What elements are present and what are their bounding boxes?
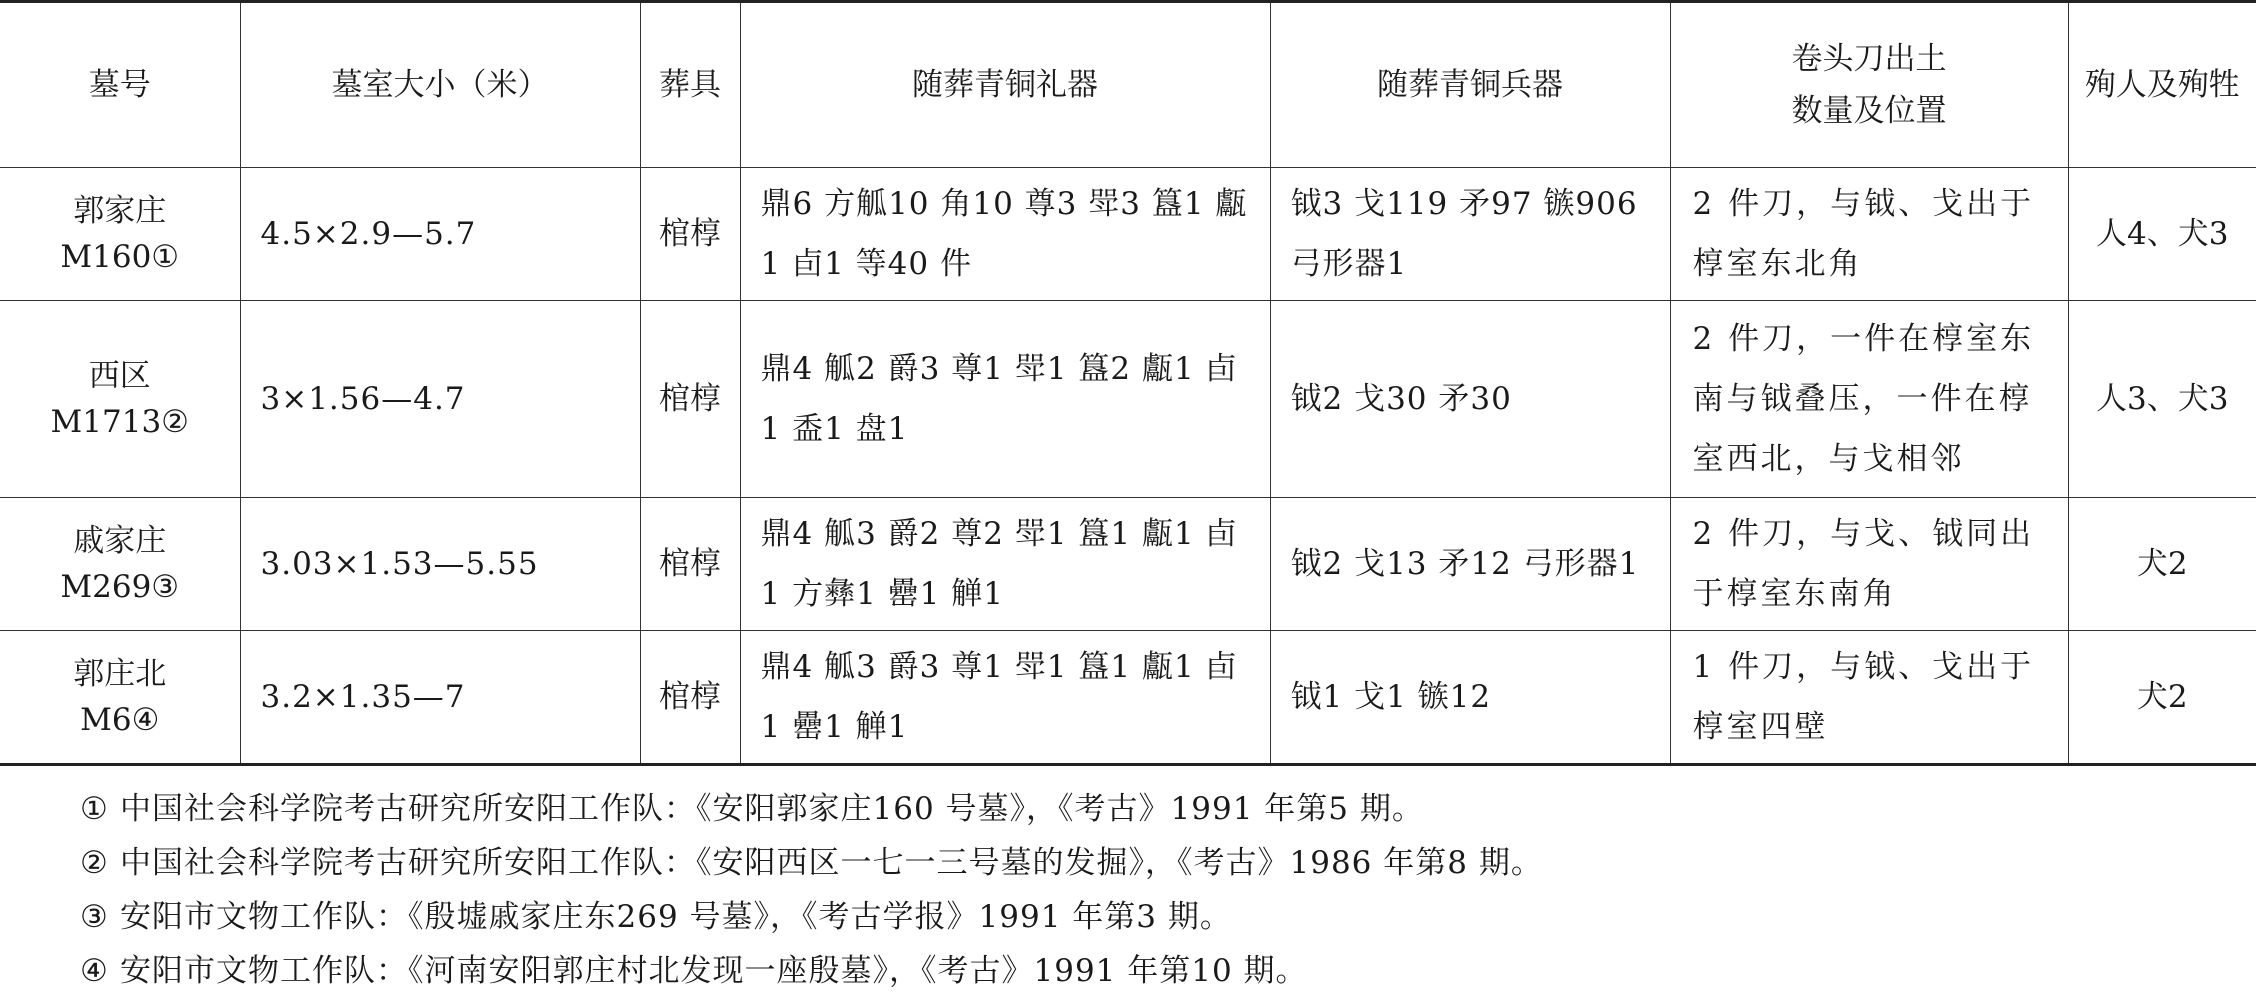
- header-tomb-number: 墓号: [0, 2, 240, 168]
- cell-knife: 2 件刀，与钺、戈出于 椁室东北角: [1670, 168, 2068, 301]
- cell-size: 3.03×1.53—5.55: [240, 498, 640, 631]
- cell-ritual: 鼎4 觚3 爵2 尊2 斝1 簋1 甗1 卣 1 方彝1 罍1 觯1: [740, 498, 1270, 631]
- cell-ritual: 鼎6 方觚10 角10 尊3 斝3 簋1 甗 1 卣1 等40 件: [740, 168, 1270, 301]
- cell-coffin: 棺椁: [640, 498, 740, 631]
- cell-weapons: 钺2 戈30 矛30: [1270, 301, 1670, 498]
- footnote-text: 中国社会科学院考古研究所安阳工作队：《安阳西区一七一三号墓的发掘》，《考古》1986 年第8 期。: [120, 845, 1543, 881]
- footnote-item: [0, 944, 2256, 998]
- cell-size: 4.5×2.9—5.7: [240, 168, 640, 301]
- cell-weapons: 钺1 戈1 镞12: [1270, 631, 1670, 765]
- header-sacrifices: 殉人及殉牲: [2068, 2, 2256, 168]
- header-bronze-weapons: 随葬青铜兵器: [1270, 2, 1670, 168]
- footnote-text: 安阳市文物工作队：《殷墟戚家庄东269 号墓》，《考古学报》1991 年第3 期。: [120, 899, 1232, 935]
- cell-sacrifice: 人3、犬3: [2068, 301, 2256, 498]
- cell-sacrifice: 人4、犬3: [2068, 168, 2256, 301]
- cell-size: 3×1.56—4.7: [240, 301, 640, 498]
- header-ritual-bronzes: 随葬青铜礼器: [740, 2, 1270, 168]
- cell-sacrifice: 犬2: [2068, 498, 2256, 631]
- cell-size: 3.2×1.35—7: [240, 631, 640, 765]
- cell-ritual: 鼎4 觚3 爵3 尊1 斝1 簋1 甗1 卣 1 罍1 觯1: [740, 631, 1270, 765]
- cell-tomb: 郭庄北 M6④: [0, 631, 240, 765]
- table-row: [0, 498, 2256, 631]
- footnote-item: [0, 890, 2256, 944]
- cell-coffin: 棺椁: [640, 301, 740, 498]
- cell-weapons: 钺2 戈13 矛12 弓形器1: [1270, 498, 1670, 631]
- footnote-item: [0, 836, 2256, 890]
- cell-coffin: 棺椁: [640, 631, 740, 765]
- cell-knife: 1 件刀，与钺、戈出于 椁室四壁: [1670, 631, 2068, 765]
- table-row: [0, 631, 2256, 765]
- cell-tomb: 西区 M1713②: [0, 301, 240, 498]
- footnote-text: 安阳市文物工作队：《河南安阳郭庄村北发现一座殷墓》，《考古》1991 年第10 期。: [120, 953, 1308, 989]
- header-coffin: 葬具: [640, 2, 740, 168]
- footnote-marker: ③: [80, 899, 108, 935]
- cell-knife: 2 件刀，与戈、钺同出 于椁室东南角: [1670, 498, 2068, 631]
- cell-tomb: 戚家庄 M269③: [0, 498, 240, 631]
- footnote-marker: ①: [80, 791, 108, 827]
- cell-sacrifice: 犬2: [2068, 631, 2256, 765]
- footnotes: [0, 782, 2256, 998]
- cell-weapons: 钺3 戈119 矛97 镞906 弓形器1: [1270, 168, 1670, 301]
- cell-coffin: 棺椁: [640, 168, 740, 301]
- cell-knife: 2 件刀，一件在椁室东 南与钺叠压，一件在椁 室西北，与戈相邻: [1670, 301, 2068, 498]
- footnote-marker: ④: [80, 953, 108, 989]
- cell-ritual: 鼎4 觚2 爵3 尊1 斝1 簋2 甗1 卣 1 盉1 盘1: [740, 301, 1270, 498]
- table-row: [0, 301, 2256, 498]
- table-row: [0, 168, 2256, 301]
- footnote-text: 中国社会科学院考古研究所安阳工作队：《安阳郭家庄160 号墓》，《考古》1991 年第5 期。: [120, 791, 1424, 827]
- cell-tomb: 郭家庄 M160①: [0, 168, 240, 301]
- header-knife-count-location: 卷头刀出土 数量及位置: [1670, 2, 2068, 168]
- header-chamber-size: 墓室大小（米）: [240, 2, 640, 168]
- footnote-item: [0, 782, 2256, 836]
- table-header-row: [0, 2, 2256, 168]
- footnote-marker: ②: [80, 845, 108, 881]
